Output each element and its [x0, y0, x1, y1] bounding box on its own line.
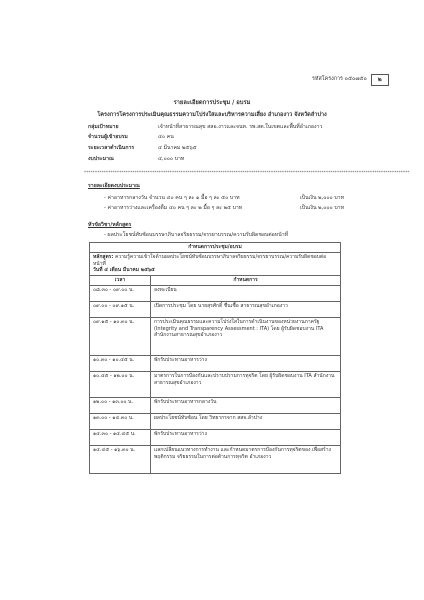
row-agenda: พักรับประทานอาหารกลางวัน [151, 397, 341, 413]
budget-item-desc: ค่าอาหารกลางวัน จำนวน ๔๐ คน ๆ ละ ๑ มื้อ ๆ ละ ๕๐ บาท [107, 195, 240, 201]
schedule-principle-cell [90, 252, 341, 275]
table-row [90, 285, 341, 301]
document-title: รายละเอียดการประชุม / อบรม [173, 100, 251, 106]
row-time: ๑๐.๔๕ - ๑๒.๐๐ น. [90, 371, 151, 397]
table-row [90, 371, 341, 397]
table-row [90, 397, 341, 413]
row-agenda: ผลประโยชน์ทับซ้อน โดย วิทยากรจาก สสจ.ลำปาง [151, 413, 341, 429]
field-value: ๔๐ คน [158, 134, 174, 140]
row-time: ๐๘.๓๐ - ๐๙.๐๐ น. [90, 285, 151, 301]
table-row [90, 429, 341, 445]
table-row [90, 317, 341, 355]
budget-item-amount: เป็นเงิน ๒,๐๐๐ บาท [300, 195, 344, 201]
course-item-text: ผลประโยชน์ทับซ้อนบรรษาภิบาลจริยธรรม/จรรยาบรรณ/ความรับผิดชอบต่อหน้าที่ [107, 232, 289, 238]
budget-item [104, 205, 344, 212]
principle-label: หลักสูตร: [93, 253, 114, 260]
field-value: ๔ มีนาคม ๒๕๖๕ [158, 145, 197, 151]
budget-item-text: - ค่าอาหารกลางวัน จำนวน ๔๐ คน ๆ ละ ๑ มื้อ ๆ ละ ๕๐ บาท [104, 195, 240, 201]
row-time: ๐๙.๑๕ - ๑๐.๓๐ น. [90, 317, 151, 355]
field-value: ๔,๐๐๐ บาท [158, 156, 185, 162]
row-agenda: ลงทะเบียน [151, 285, 341, 301]
schedule-principle-row [90, 252, 341, 275]
col-time-header: เวลา [90, 276, 151, 286]
row-agenda: มาตรการในการป้องกันและปราบปรามการทุจริต โดย ผู้รับผิดชอบงาน ITA สำนักงานสาธารณสุขอำเภองาว [151, 371, 341, 397]
budget-item-amount: เป็นเงิน ๒,๐๐๐ บาท [300, 205, 344, 211]
field-label: ระยะเวลาดำเนินการ [88, 145, 135, 151]
row-time: ๑๔.๓๐ - ๑๔.๔๕ น. [90, 429, 151, 445]
table-row [90, 445, 341, 473]
budget-heading: รายละเอียดงบประมาณ [88, 183, 140, 189]
col-agenda-header: กำหนดการ [151, 276, 341, 286]
table-row [90, 413, 341, 429]
project-code-box [312, 74, 389, 86]
project-code: รหัสโครงการ ๐๕๐๗๕๐ [312, 76, 367, 83]
field-participants [88, 134, 174, 141]
table-row [90, 301, 341, 317]
schedule-day: วันที่ ๔ เดือน มีนาคม ๒๕๖๕ [93, 267, 155, 274]
field-target-group [88, 124, 322, 131]
schedule-table [89, 242, 341, 474]
budget-item-desc: ค่าอาหารว่างและเครื่องดื่ม ๔๐ คน ๆ ละ ๒ มื้อ ๆ ละ ๒๕ บาท [107, 205, 243, 211]
principle-text: ความรู้ความเข้าใจด้านผลประโยชน์ทับซ้อนบรรษาภิบาลจริยธรรม/จรรยาบรรณ/ความรับผิดชอบต่อหน้าที่ [93, 253, 327, 267]
row-time: ๑๐.๓๐ - ๑๐.๔๕ น. [90, 355, 151, 371]
project-title: โครงการโครงการประเมินคุณธรรมความโปร่งใสและบริหารความเสี่ยง อำเภองาว จังหวัดลำปาง [97, 112, 327, 118]
budget-item-text: - ค่าอาหารว่างและเครื่องดื่ม ๔๐ คน ๆ ละ ๒ มื้อ ๆ ละ ๒๕ บาท [104, 205, 243, 211]
row-agenda: เปิดการประชุม โดย นายสุรศักดิ์ ชื่นเชื้อ สาธารณสุขอำเภองาว [151, 301, 341, 317]
schedule-title-row [90, 243, 341, 253]
budget-item [104, 195, 344, 202]
field-value: เจ้าหน้าที่สาธารณสุข สสอ.งาวและจนท. รพ.สต.ในเขตและพื้นที่อำเภองาว [158, 124, 323, 130]
field-duration [88, 145, 197, 152]
field-label: กลุ่มเป้าหมาย [88, 124, 119, 130]
course-item: - ผลประโยชน์ทับซ้อนบรรษาภิบาลจริยธรรม/จรรยาบรรณ/ความรับผิดชอบต่อหน้าที่ [104, 232, 289, 238]
row-agenda: พักรับประทานอาหารว่าง [151, 429, 341, 445]
schedule-header-row [90, 276, 341, 286]
course-heading: หัวข้อวิชา/หลักสูตร [88, 222, 132, 228]
table-row [90, 355, 341, 371]
star-divider: **************************************************************************************************************************************************** [84, 170, 410, 175]
field-label: จำนวนผู้เข้าอบรม [88, 134, 128, 140]
row-time: ๐๙.๐๐ - ๐๙.๑๕ น. [90, 301, 151, 317]
row-agenda: แลกเปลี่ยนแนวทางการทำงาน และกำหนดมาตรการป้องกันการทุจริตของ เพื่อสร้างพฤติกรรม จริยธรรมในการต่อต้านการทุจริต อำเภองาว [151, 445, 341, 473]
row-time: ๑๔.๔๕ - ๑๖.๓๐ น. [90, 445, 151, 473]
row-agenda: พักรับประทานอาหารว่าง [151, 355, 341, 371]
field-label: งบประมาณ [88, 156, 114, 162]
field-budget [88, 156, 184, 163]
schedule-title: กำหนดการประชุม/อบรม [90, 243, 341, 253]
row-time: ๑๓.๐๐ - ๑๔.๓๐ น. [90, 413, 151, 429]
page-number: ๒ [371, 74, 389, 86]
row-time: ๑๒.๐๐ - ๑๓.๐๐ น. [90, 397, 151, 413]
row-agenda: การประเมินคุณธรรมและความโปร่งใสในการดำเนินงานของหน่วยงานภาครัฐ (Integrity and Transparency Assessment : ITA) โดย ผู้รับผิดชอบงาน ITA สำนักงานสาธารณสุขอำเภองาว [151, 317, 341, 355]
